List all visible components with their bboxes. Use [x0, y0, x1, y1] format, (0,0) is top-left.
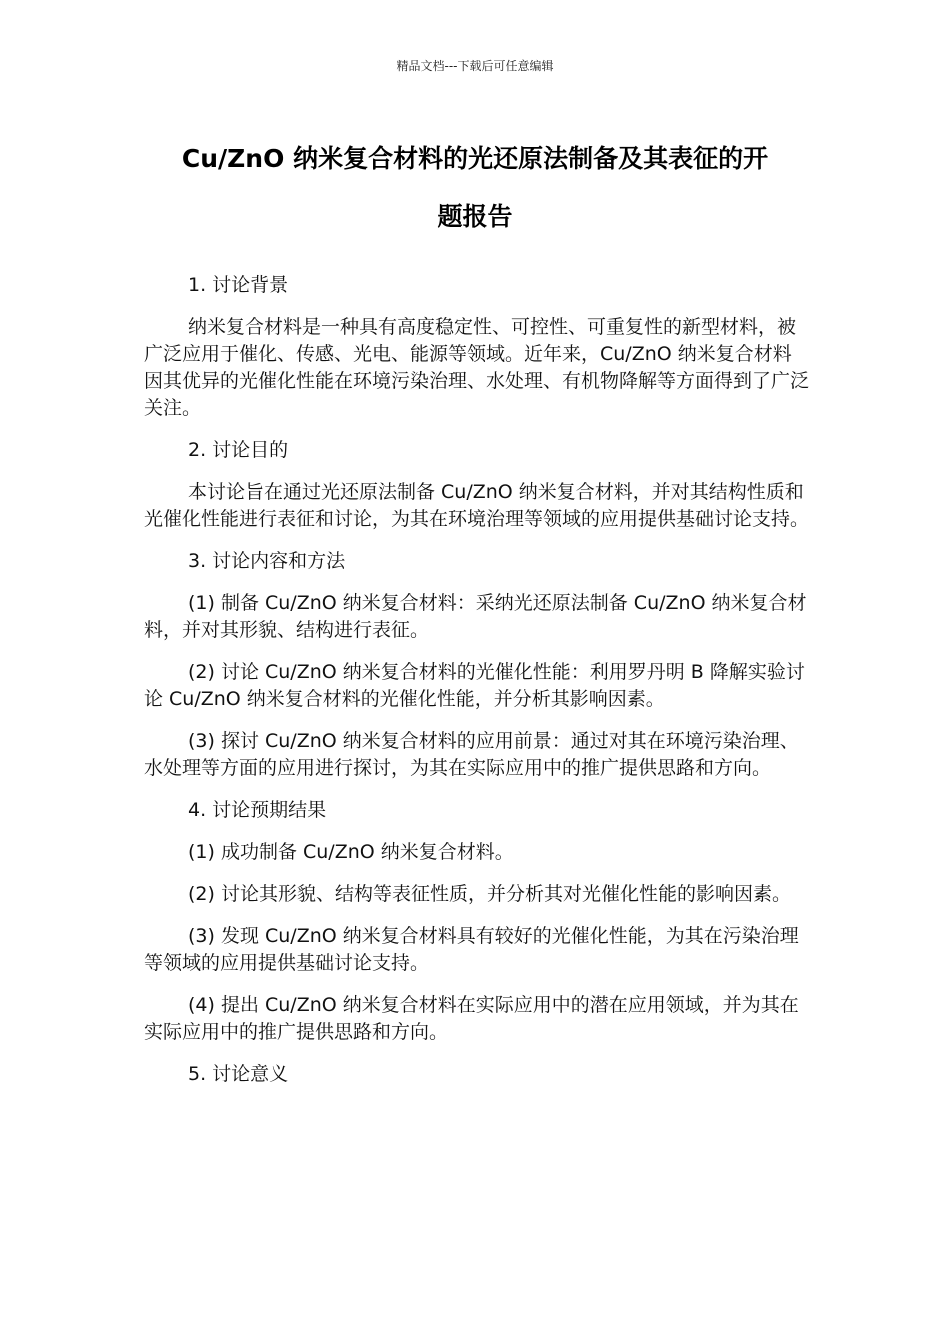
list-item-result-1: (1) 成功制备 Cu/ZnO 纳米复合材料。 [188, 841, 514, 863]
list-item-method-3: (3) 探讨 Cu/ZnO 纳米复合材料的应用前景：通过对其在环境污染治理、水处理等方面的应用进行探讨，为其在实际应用中的推广提供思路和方向。 [144, 730, 799, 779]
header-note: 精品文档---下载后可任意编辑 [396, 59, 554, 73]
list-item-result-3: (3) 发现 Cu/ZnO 纳米复合材料具有较好的光催化性能，为其在污染治理等领域的应用提供基础讨论支持。 [144, 925, 799, 974]
section-heading-expected-results: 4. 讨论预期结果 [188, 799, 327, 821]
document-title-line-2: 题报告 [437, 202, 513, 231]
document-body [144, 272, 809, 1103]
section-heading-purpose: 2. 讨论目的 [188, 439, 289, 461]
list-item-result-4: (4) 提出 Cu/ZnO 纳米复合材料在实际应用中的潜在应用领域，并为其在实际应用中的推广提供思路和方向。 [144, 994, 799, 1043]
paragraph-purpose: 本讨论旨在通过光还原法制备 Cu/ZnO 纳米复合材料，并对其结构性质和光催化性能进行表征和讨论，为其在环境治理等领域的应用提供基础讨论支持。 [144, 481, 810, 530]
document-title-line-1: Cu/ZnO 纳米复合材料的光还原法制备及其表征的开 [181, 144, 769, 173]
paragraph-background: 纳米复合材料是一种具有高度稳定性、可控性、可重复性的新型材料，被广泛应用于催化、传感、光电、能源等领域。近年来，Cu/ZnO 纳米复合材料因其优异的光催化性能在环境污染治理、水处理、有机物降解等方面得到了广泛关注。 [144, 316, 810, 419]
list-item-method-2: (2) 讨论 Cu/ZnO 纳米复合材料的光催化性能：利用罗丹明 B 降解实验讨论 Cu/ZnO 纳米复合材料的光催化性能，并分析其影响因素。 [144, 661, 805, 710]
section-heading-background: 1. 讨论背景 [188, 274, 289, 296]
section-heading-content-methods: 3. 讨论内容和方法 [188, 550, 346, 572]
list-item-method-1: (1) 制备 Cu/ZnO 纳米复合材料：采纳光还原法制备 Cu/ZnO 纳米复合材料，并对其形貌、结构进行表征。 [144, 592, 807, 641]
document-title [120, 130, 830, 246]
list-item-result-2: (2) 讨论其形貌、结构等表征性质，并分析其对光催化性能的影响因素。 [188, 883, 791, 905]
section-heading-significance: 5. 讨论意义 [188, 1063, 289, 1085]
